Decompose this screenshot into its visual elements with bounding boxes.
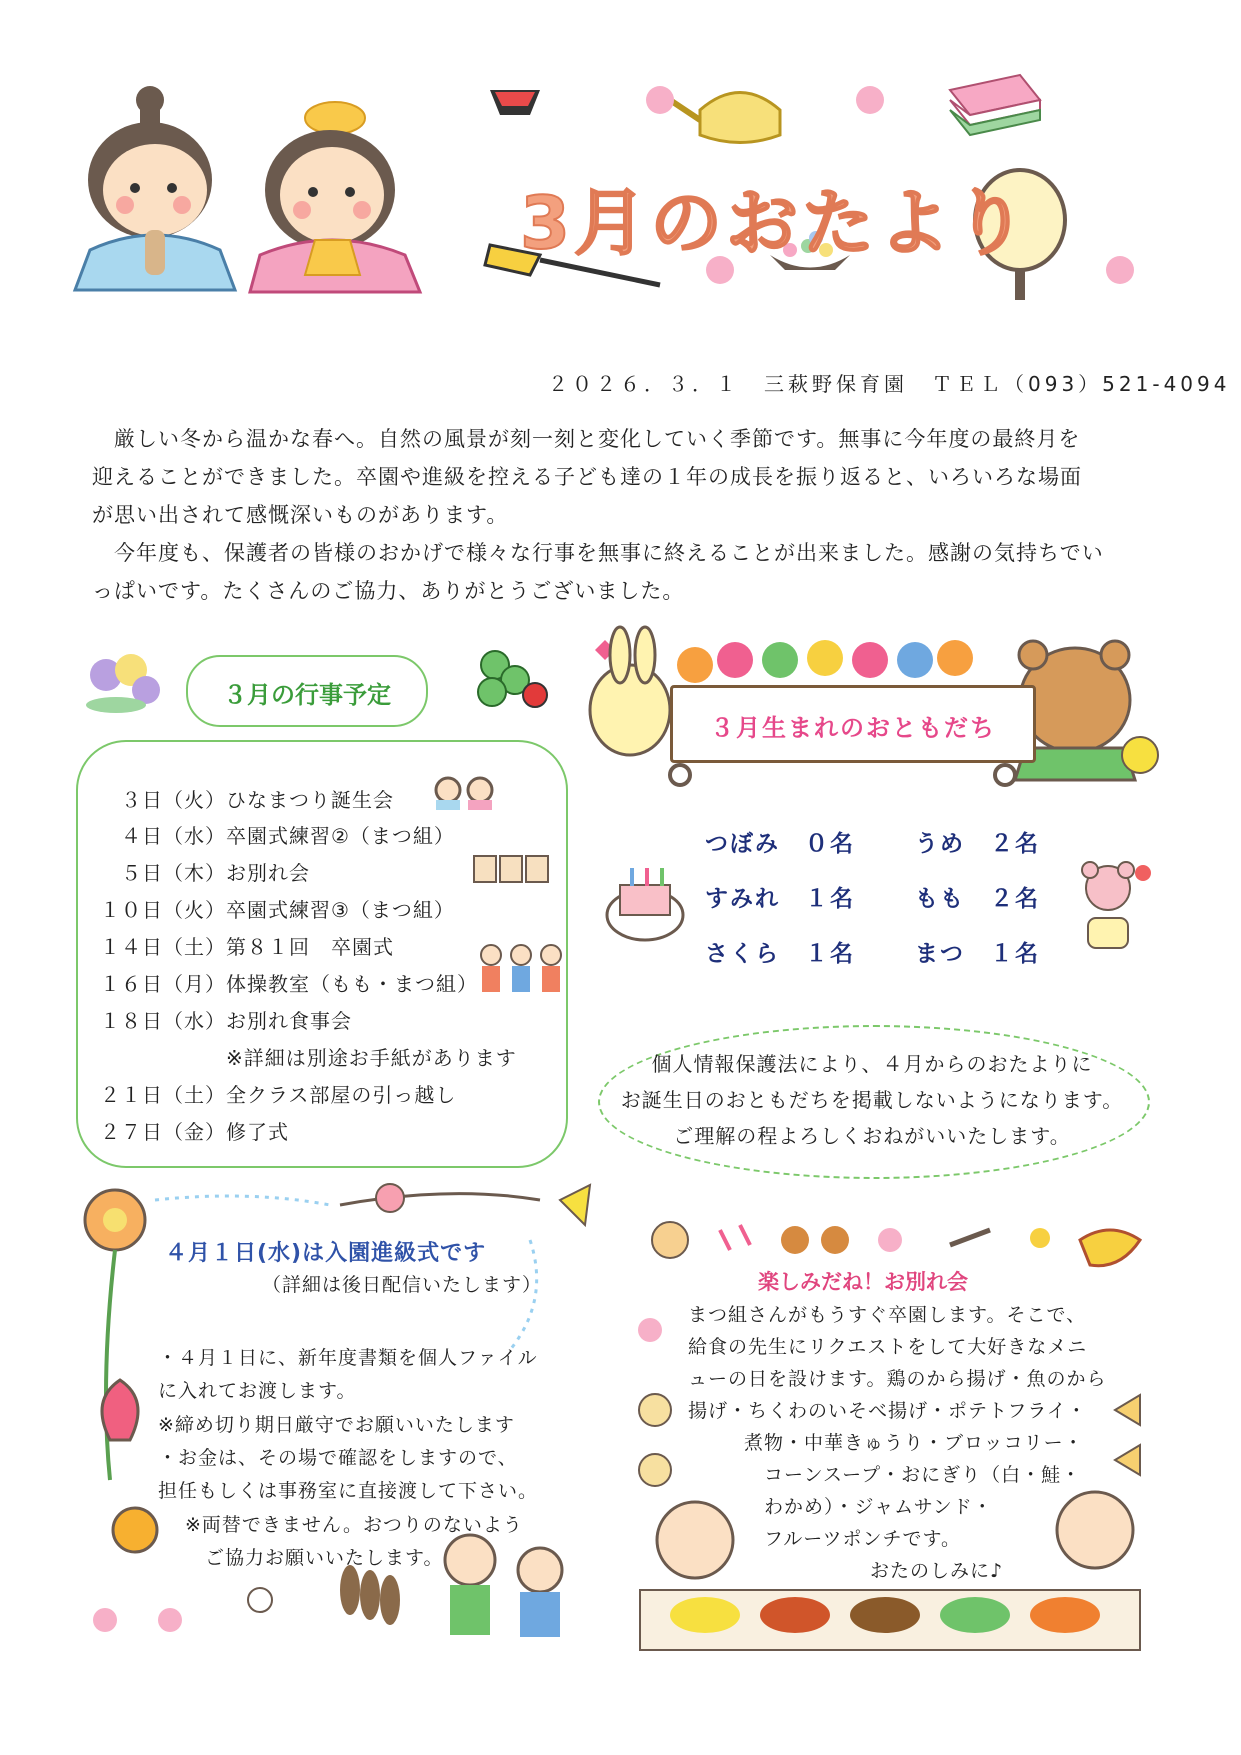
- newsletter-title: 3月のおたより: [520, 181, 1031, 265]
- food-trays-icon: [472, 852, 552, 886]
- birthday-count-ume: うめ ２名: [915, 831, 1040, 857]
- event-item: ２１日（土）全クラス部屋の引っ越し: [100, 1083, 457, 1107]
- farewell-line: 揚げ・ちくわのいそべ揚げ・ポテトフライ・: [688, 1400, 1087, 1422]
- intro-line: 今年度も、保護者の皆様のおかげで様々な行事を無事に終えることが出来ました。感謝の気持ちでい: [92, 541, 1104, 565]
- intro-line: 厳しい冬から温かな春へ。自然の風景が刻一刻と変化していく季節です。無事に今年度の最終月を: [92, 427, 1081, 451]
- farewell-line: 煮物・中華きゅうり・ブロッコリー・: [744, 1432, 1084, 1454]
- event-item: ２７日（金）修了式: [100, 1120, 289, 1144]
- hina-dolls-illustration: [60, 80, 480, 310]
- april-ceremony-title: ４月１日(水)は入園進級式です: [165, 1241, 487, 1266]
- april-ceremony-subtitle: （詳細は後日配信いたします）: [262, 1274, 543, 1296]
- birthday-cake-icon: [600, 860, 695, 950]
- intro-line: 迎えることができました。卒園や進級を控える子ども達の１年の成長を振り返ると、いろいろな場面: [92, 465, 1082, 489]
- issue-date: ２０２６．３．１: [548, 372, 740, 396]
- bear-animals-icon: [1068, 858, 1158, 968]
- farewell-line: ューの日を設けます。鶏のから揚げ・魚のから: [688, 1368, 1107, 1390]
- privacy-notice-line: お誕生日のおともだちを掲載しないようになります。: [620, 1088, 1124, 1112]
- birthday-title: ３月生まれのおともだち: [710, 714, 996, 742]
- farewell-line: まつ組さんがもうすぐ卒園します。そこで、: [688, 1304, 1087, 1326]
- farewell-line: コーンスープ・おにぎり（白・鮭・: [764, 1464, 1082, 1486]
- farewell-line: わかめ）・ジャムサンド・: [764, 1496, 993, 1518]
- farewell-line: フルーツポンチです。: [764, 1528, 961, 1550]
- intro-line: っぱいです。たくさんのご協力、ありがとうございました。: [92, 579, 685, 603]
- intro-line: が思い出されて感慨深いものがあります。: [92, 503, 509, 527]
- birthday-count-tsubomi: つぼみ ０名: [705, 831, 855, 857]
- event-item: １４日（土）第８１回 卒園式: [100, 935, 394, 959]
- hina-dolls-small-icon: [430, 772, 500, 812]
- farewell-party-title: 楽しみだね！お別れ会: [758, 1270, 968, 1294]
- school-name: 三萩野保育園: [764, 372, 908, 396]
- birthday-title-banner: [670, 685, 1036, 763]
- event-item: ５日（木）お別れ会: [100, 861, 310, 885]
- event-item: １８日（水）お別れ食事会: [100, 1009, 352, 1033]
- april-note-line: ※両替できません。おつりのないよう: [185, 1514, 523, 1536]
- april-note-line: ・４月１日に、新年度書類を個人ファイル: [158, 1347, 538, 1369]
- april-note-line: ※締め切り期日厳守でお願いいたします: [158, 1414, 515, 1436]
- children-gym-icon: [476, 930, 566, 1002]
- events-title: ３月の行事予定: [223, 681, 391, 709]
- birthday-count-sakura: さくら １名: [705, 941, 855, 967]
- farewell-line: 給食の先生にリクエストをして大好きなメニ: [688, 1336, 1088, 1358]
- events-title-badge: [186, 655, 428, 727]
- april-note-line: ・お金は、その場で確認をしますので、: [158, 1447, 518, 1469]
- clover-ladybug-illustration: [470, 640, 560, 720]
- april-note-line: ご協力お願いいたします。: [205, 1547, 444, 1569]
- pansy-flowers-illustration: [76, 645, 176, 715]
- privacy-notice-line: ご理解の程よろしくおねがいいたします。: [673, 1124, 1071, 1148]
- privacy-notice-line: 個人情報保護法により、４月からのおたよりに: [651, 1052, 1093, 1076]
- birthday-count-sumire: すみれ １名: [705, 886, 855, 912]
- event-item: ※詳細は別途お手紙があります: [100, 1046, 517, 1070]
- event-item: ３日（火）ひなまつり誕生会: [100, 788, 394, 812]
- april-note-line: 担任もしくは事務室に直接渡して下さい。: [158, 1480, 539, 1502]
- event-item: １０日（火）卒園式練習③（まつ組）: [100, 898, 455, 922]
- event-item: ４日（水）卒園式練習②（まつ組）: [100, 824, 455, 848]
- farewell-line: おたのしみに♪: [870, 1560, 1004, 1582]
- april-note-line: に入れてお渡します。: [158, 1380, 357, 1402]
- school-tel: ＴＥＬ（093）521-4094: [932, 372, 1231, 396]
- event-item: １６日（月）体操教室（もも・まつ組）: [100, 972, 478, 996]
- birthday-count-momo: もも ２名: [915, 886, 1040, 912]
- dateline: [548, 368, 1230, 397]
- birthday-count-matsu: まつ １名: [915, 941, 1040, 967]
